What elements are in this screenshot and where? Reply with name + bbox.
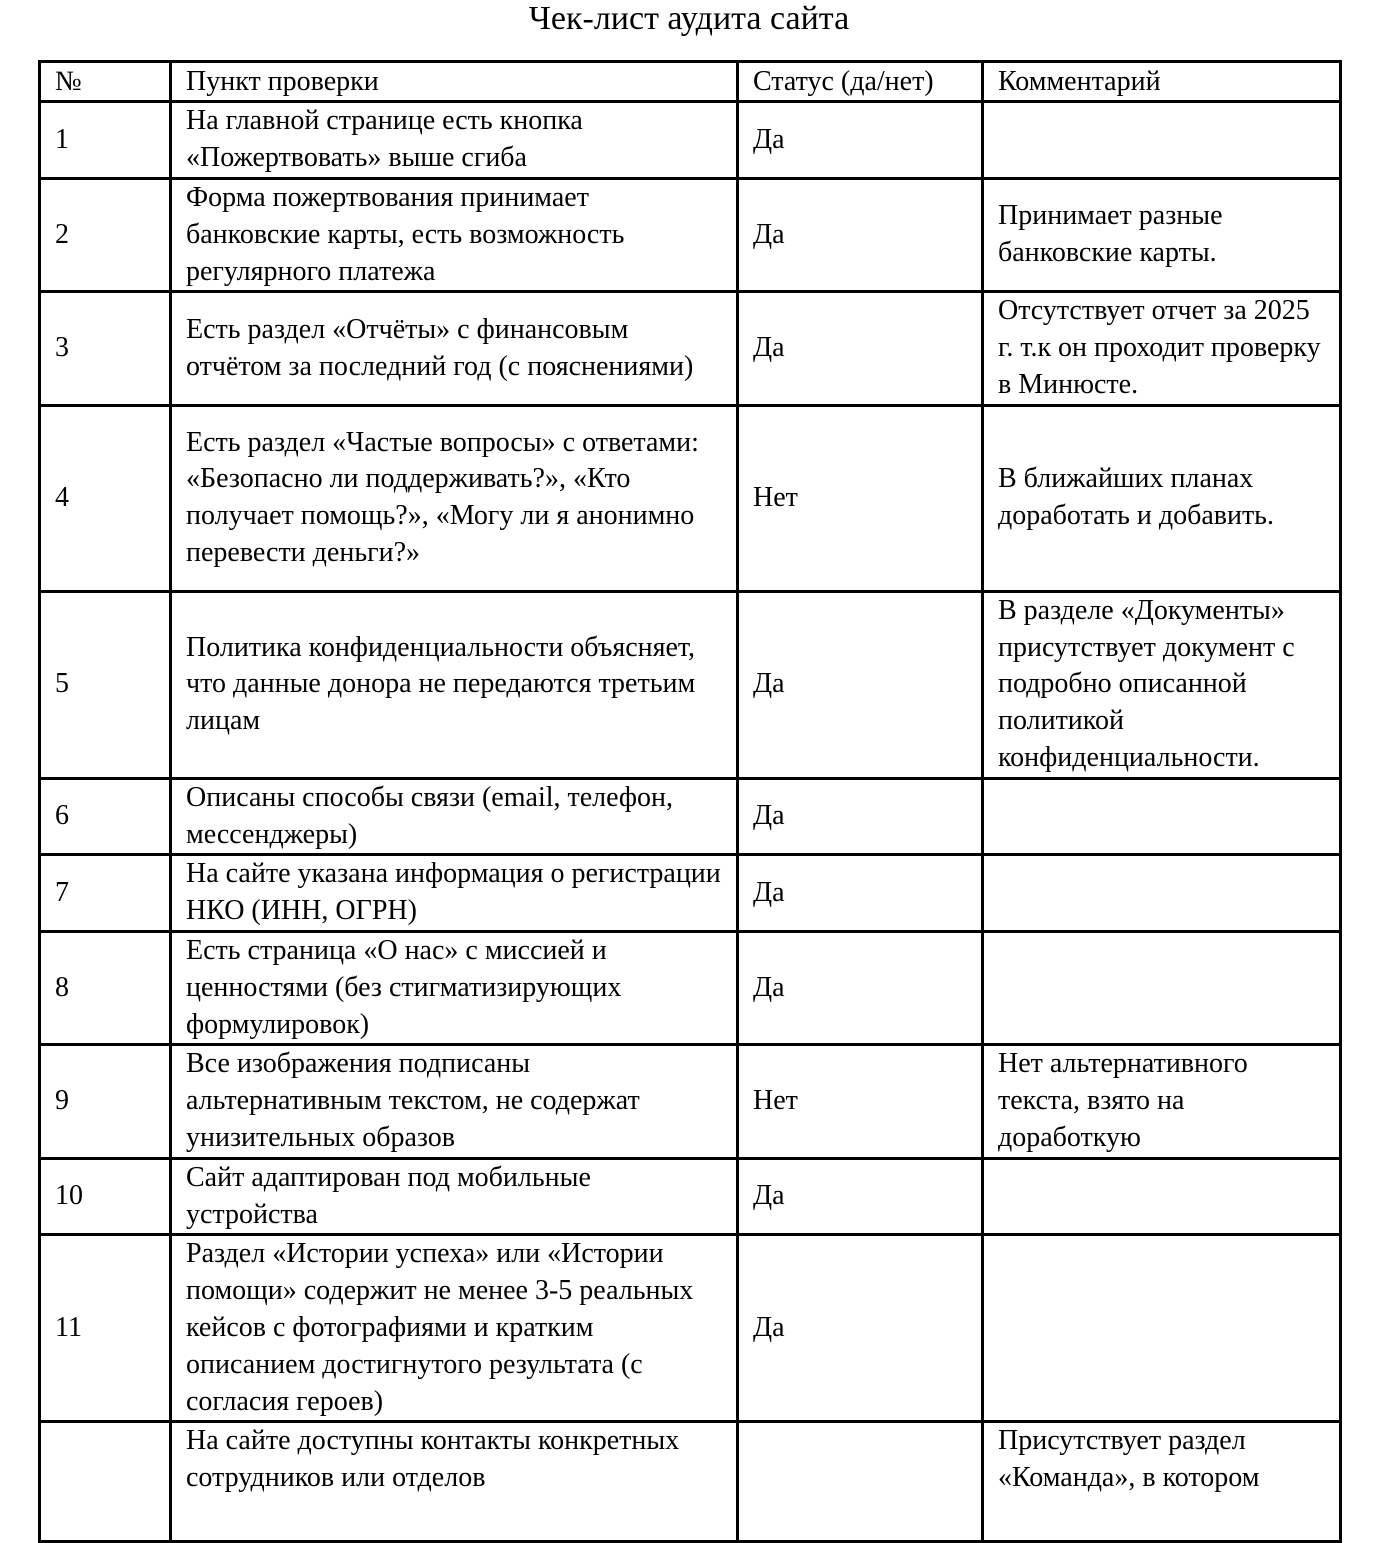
row-check-item: На главной странице есть кнопка «Пожертвовать» выше сгиба [171, 102, 738, 179]
row-number [40, 1422, 171, 1542]
row-check-item: Все изображения подписаны альтернативным текстом, не содержат унизительных образов [171, 1045, 738, 1158]
row-status: Да [738, 778, 983, 855]
row-comment [983, 855, 1341, 932]
row-number: 3 [40, 292, 171, 405]
row-comment: Присутствует раздел «Команда», в котором [983, 1422, 1341, 1542]
row-number: 1 [40, 102, 171, 179]
row-number: 4 [40, 405, 171, 591]
table-row [40, 591, 1341, 778]
table-row [40, 1235, 1341, 1422]
row-status: Да [738, 1235, 983, 1422]
row-comment [983, 1235, 1341, 1422]
row-comment: Отсутствует отчет за 2025 г. т.к он проходит проверку в Минюсте. [983, 292, 1341, 405]
row-check-item: Описаны способы связи (email, телефон, мессенджеры) [171, 778, 738, 855]
row-comment [983, 1158, 1341, 1235]
row-status: Да [738, 292, 983, 405]
row-status: Да [738, 855, 983, 932]
row-status: Да [738, 179, 983, 292]
row-number: 6 [40, 778, 171, 855]
row-status: Нет [738, 405, 983, 591]
row-status: Нет [738, 1045, 983, 1158]
row-check-item: Есть раздел «Отчёты» с финансовым отчётом за последний год (с пояснениями) [171, 292, 738, 405]
table-row [40, 931, 1341, 1044]
row-status: Да [738, 1158, 983, 1235]
row-comment [983, 931, 1341, 1044]
table-row [40, 405, 1341, 591]
row-number: 10 [40, 1158, 171, 1235]
row-number: 5 [40, 591, 171, 778]
table-row [40, 1422, 1341, 1542]
row-comment: Нет альтернативного текста, взято на доработкую [983, 1045, 1341, 1158]
row-check-item: На сайте доступны контакты конкретных сотрудников или отделов [171, 1422, 738, 1542]
table-row [40, 778, 1341, 855]
row-comment: Принимает разные банковские карты. [983, 179, 1341, 292]
table-row [40, 179, 1341, 292]
row-number: 9 [40, 1045, 171, 1158]
header-number: № [40, 62, 171, 102]
row-status: Да [738, 931, 983, 1044]
row-number: 7 [40, 855, 171, 932]
row-check-item: Сайт адаптирован под мобильные устройства [171, 1158, 738, 1235]
header-status: Статус (да/нет) [738, 62, 983, 102]
row-comment [983, 102, 1341, 179]
table-row [40, 102, 1341, 179]
header-comment: Комментарий [983, 62, 1341, 102]
audit-checklist-table [38, 60, 1342, 1543]
table-header-row [40, 62, 1341, 102]
row-comment: В ближайших планах доработать и добавить. [983, 405, 1341, 591]
row-comment: В разделе «Документы» присутствует документ с подробно описанной политикой конфиденциальности. [983, 591, 1341, 778]
row-check-item: Политика конфиденциальности объясняет, что данные донора не передаются третьим лицам [171, 591, 738, 778]
table-row [40, 1158, 1341, 1235]
table-row [40, 292, 1341, 405]
row-check-item: На сайте указана информация о регистрации НКО (ИНН, ОГРН) [171, 855, 738, 932]
row-check-item: Форма пожертвования принимает банковские карты, есть возможность регулярного платежа [171, 179, 738, 292]
row-number: 8 [40, 931, 171, 1044]
row-comment [983, 778, 1341, 855]
table-row [40, 1045, 1341, 1158]
table-row [40, 855, 1341, 932]
row-check-item: Раздел «Истории успеха» или «Истории помощи» содержит не менее 3-5 реальных кейсов с фотографиями и кратким описанием достигнутого результата (с согласия героев) [171, 1235, 738, 1422]
row-number: 11 [40, 1235, 171, 1422]
row-status [738, 1422, 983, 1542]
row-status: Да [738, 102, 983, 179]
header-check-item: Пункт проверки [171, 62, 738, 102]
row-check-item: Есть страница «О нас» с миссией и ценностями (без стигматизирующих формулировок) [171, 931, 738, 1044]
row-status: Да [738, 591, 983, 778]
row-check-item: Есть раздел «Частые вопросы» с ответами: «Безопасно ли поддерживать?», «Кто получает помощь?», «Могу ли я анонимно перевести деньги?» [171, 405, 738, 591]
document-title: Чек-лист аудита сайта [528, 0, 850, 37]
row-number: 2 [40, 179, 171, 292]
